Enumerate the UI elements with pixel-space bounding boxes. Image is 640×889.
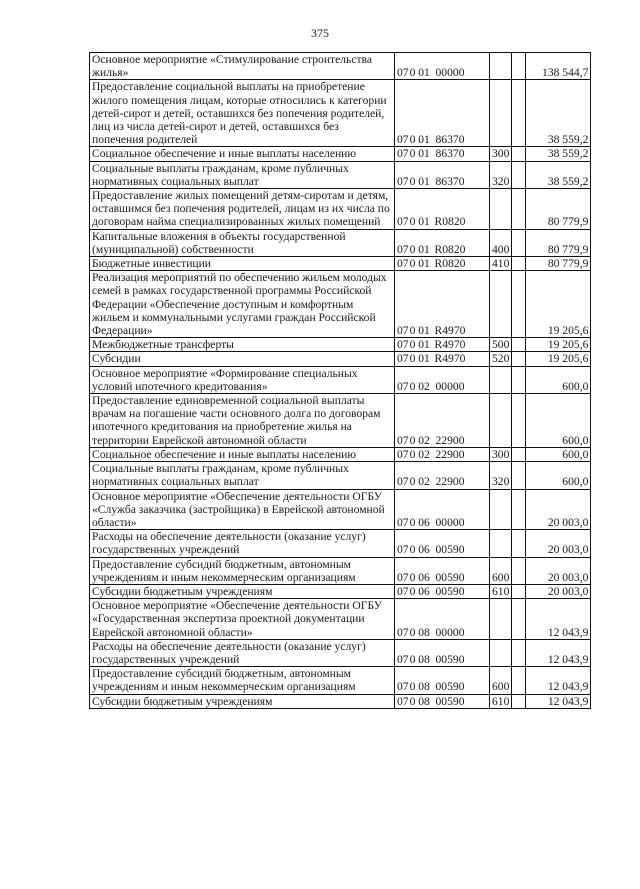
direction-code: R4970 — [434, 338, 466, 352]
program-code: 06 — [418, 570, 430, 584]
amount-cell: 80 779,9 — [526, 229, 591, 256]
expense-type-cell: 600 — [490, 557, 512, 584]
classification-code-cell — [395, 530, 490, 557]
table-row — [90, 366, 591, 393]
table-row — [90, 599, 591, 640]
page-number: 375 — [311, 26, 329, 40]
classification-code-cell — [395, 694, 490, 708]
program-code: 01 — [418, 147, 430, 161]
expense-name-cell: Предоставление единовременной социальной выплаты врачам на погашение части основного долга по договорам ипотечного кредитования на приобретение жилья на территории Еврейской автономной области — [90, 394, 395, 448]
table-row — [90, 530, 591, 557]
classification-code-cell — [395, 161, 490, 188]
table-row — [90, 694, 591, 708]
program-code: 06 — [418, 584, 430, 598]
table-row — [90, 557, 591, 584]
table-row — [90, 394, 591, 448]
expense-type-cell: 600 — [490, 667, 512, 694]
amount-cell: 19 205,6 — [526, 271, 591, 338]
classification-code-cell — [395, 557, 490, 584]
direction-code: 00590 — [435, 680, 465, 694]
expense-type-cell: 320 — [490, 462, 512, 489]
amount-cell: 19 205,6 — [526, 352, 591, 366]
expense-type-cell — [490, 189, 512, 230]
expense-type-cell: 520 — [490, 352, 512, 366]
amount-cell: 138 544,7 — [526, 53, 591, 80]
classification-code-cell — [395, 189, 490, 230]
table-row — [90, 639, 591, 666]
section-code: 07 — [397, 215, 409, 229]
direction-code: R0820 — [434, 257, 466, 271]
expense-type-cell: 410 — [490, 257, 512, 271]
subsection-code: 0 — [409, 174, 416, 188]
subsection-code: 0 — [409, 66, 416, 80]
direction-code: 00590 — [435, 543, 465, 557]
empty-cell — [512, 557, 526, 584]
section-code: 07 — [397, 66, 409, 80]
empty-cell — [512, 667, 526, 694]
empty-cell — [512, 462, 526, 489]
subsection-code: 0 — [409, 543, 416, 557]
subsection-code: 0 — [409, 324, 416, 338]
amount-cell: 20 003,0 — [526, 489, 591, 530]
program-code: 01 — [418, 133, 430, 147]
program-code: 01 — [418, 66, 430, 80]
direction-code: R0820 — [434, 242, 466, 256]
subsection-code: 0 — [409, 215, 416, 229]
direction-code: 00000 — [435, 625, 465, 639]
expense-name-cell: Предоставление субсидий бюджетным, автономным учреждениям и иным некоммерческим организациям — [90, 557, 395, 584]
classification-code-cell — [395, 489, 490, 530]
amount-cell: 600,0 — [526, 366, 591, 393]
expense-name-cell: Предоставление социальной выплаты на приобретение жилого помещения лицам, которые относились к категории детей-сирот и детей, оставшихся без попечения родителей, лиц из числа детей-сирот и детей, оставшихся без попечения родителей — [90, 80, 395, 147]
amount-cell: 12 043,9 — [526, 667, 591, 694]
table-row — [90, 229, 591, 256]
section-code: 07 — [397, 515, 409, 529]
expense-type-cell — [490, 599, 512, 640]
expense-name-cell: Социальные выплаты гражданам, кроме публичных нормативных социальных выплат — [90, 462, 395, 489]
empty-cell — [512, 338, 526, 352]
program-code: 01 — [418, 257, 430, 271]
subsection-code: 0 — [409, 433, 416, 447]
classification-code-cell — [395, 53, 490, 80]
subsection-code: 0 — [409, 242, 416, 256]
empty-cell — [512, 257, 526, 271]
expense-name-cell: Основное мероприятие «Обеспечение деятельности ОГБУ «Служба заказчика (застройщика) в Еврейской автономной области» — [90, 489, 395, 530]
program-code: 02 — [418, 447, 430, 461]
expense-name-cell: Субсидии бюджетным учреждениям — [90, 694, 395, 708]
section-code: 07 — [397, 242, 409, 256]
expense-name-cell: Субсидии бюджетным учреждениям — [90, 584, 395, 598]
direction-code: 22900 — [435, 447, 465, 461]
expense-type-cell — [490, 271, 512, 338]
section-code: 07 — [397, 543, 409, 557]
empty-cell — [512, 530, 526, 557]
classification-code-cell — [395, 257, 490, 271]
program-code: 08 — [418, 625, 430, 639]
section-code: 07 — [397, 447, 409, 461]
expense-type-cell: 400 — [490, 229, 512, 256]
subsection-code: 0 — [409, 447, 416, 461]
classification-code-cell — [395, 271, 490, 338]
empty-cell — [512, 147, 526, 161]
classification-code-cell — [395, 80, 490, 147]
program-code: 02 — [418, 379, 430, 393]
table-row — [90, 53, 591, 80]
expense-name-cell: Субсидии — [90, 352, 395, 366]
empty-cell — [512, 366, 526, 393]
amount-cell: 600,0 — [526, 394, 591, 448]
classification-code-cell — [395, 667, 490, 694]
direction-code: 00590 — [435, 570, 465, 584]
program-code: 02 — [418, 475, 430, 489]
amount-cell: 600,0 — [526, 447, 591, 461]
classification-code-cell — [395, 338, 490, 352]
classification-code-cell — [395, 394, 490, 448]
direction-code: 00000 — [435, 66, 465, 80]
section-code: 07 — [397, 475, 409, 489]
empty-cell — [512, 53, 526, 80]
amount-cell: 600,0 — [526, 462, 591, 489]
direction-code: 00590 — [435, 652, 465, 666]
expense-name-cell: Расходы на обеспечение деятельности (оказание услуг) государственных учреждений — [90, 530, 395, 557]
section-code: 07 — [397, 570, 409, 584]
section-code: 07 — [397, 433, 409, 447]
classification-code-cell — [395, 447, 490, 461]
section-code: 07 — [397, 652, 409, 666]
classification-code-cell — [395, 366, 490, 393]
classification-code-cell — [395, 639, 490, 666]
program-code: 08 — [418, 680, 430, 694]
section-code: 07 — [397, 584, 409, 598]
empty-cell — [512, 271, 526, 338]
empty-cell — [512, 694, 526, 708]
amount-cell: 19 205,6 — [526, 338, 591, 352]
expense-name-cell: Предоставление субсидий бюджетным, автономным учреждениям и иным некоммерческим организациям — [90, 667, 395, 694]
empty-cell — [512, 447, 526, 461]
expense-type-cell — [490, 639, 512, 666]
expense-name-cell: Основное мероприятие «Формирование специальных условий ипотечного кредитования» — [90, 366, 395, 393]
subsection-code: 0 — [409, 147, 416, 161]
section-code: 07 — [397, 379, 409, 393]
subsection-code: 0 — [409, 584, 416, 598]
program-code: 02 — [418, 433, 430, 447]
table-row — [90, 447, 591, 461]
subsection-code: 0 — [409, 694, 416, 708]
classification-code-cell — [395, 584, 490, 598]
subsection-code: 0 — [409, 133, 416, 147]
subsection-code: 0 — [409, 680, 416, 694]
amount-cell: 80 779,9 — [526, 189, 591, 230]
expense-type-cell: 320 — [490, 161, 512, 188]
expense-name-cell: Реализация мероприятий по обеспечению жильем молодых семей в рамках государственной программы Российской Федерации «Обеспечение доступным и комфортным жильем и коммунальными услугами граждан Российской Федерации» — [90, 271, 395, 338]
table-row — [90, 271, 591, 338]
amount-cell: 20 003,0 — [526, 530, 591, 557]
subsection-code: 0 — [409, 625, 416, 639]
subsection-code: 0 — [409, 515, 416, 529]
direction-code: 00590 — [435, 694, 465, 708]
expense-type-cell: 610 — [490, 694, 512, 708]
program-code: 01 — [418, 242, 430, 256]
table-row — [90, 338, 591, 352]
table-row — [90, 147, 591, 161]
classification-code-cell — [395, 229, 490, 256]
direction-code: 22900 — [435, 475, 465, 489]
amount-cell: 12 043,9 — [526, 599, 591, 640]
expense-name-cell: Капитальные вложения в объекты государственной (муниципальной) собственности — [90, 229, 395, 256]
amount-cell: 20 003,0 — [526, 557, 591, 584]
program-code: 01 — [418, 324, 430, 338]
table-row — [90, 489, 591, 530]
amount-cell: 80 779,9 — [526, 257, 591, 271]
direction-code: R4970 — [434, 324, 466, 338]
section-code: 07 — [397, 324, 409, 338]
table-row — [90, 257, 591, 271]
empty-cell — [512, 80, 526, 147]
subsection-code: 0 — [409, 379, 416, 393]
subsection-code: 0 — [409, 570, 416, 584]
empty-cell — [512, 394, 526, 448]
expense-type-cell — [490, 53, 512, 80]
program-code: 01 — [418, 352, 430, 366]
direction-code: 86370 — [435, 133, 465, 147]
section-code: 07 — [397, 352, 409, 366]
expense-name-cell: Основное мероприятие «Стимулирование строительства жилья» — [90, 53, 395, 80]
classification-code-cell — [395, 462, 490, 489]
direction-code: 86370 — [435, 147, 465, 161]
empty-cell — [512, 489, 526, 530]
empty-cell — [512, 639, 526, 666]
empty-cell — [512, 599, 526, 640]
classification-code-cell — [395, 352, 490, 366]
subsection-code: 0 — [409, 652, 416, 666]
budget-table-body — [90, 53, 591, 709]
expense-name-cell: Межбюджетные трансферты — [90, 338, 395, 352]
expense-type-cell — [490, 80, 512, 147]
expense-type-cell: 610 — [490, 584, 512, 598]
section-code: 07 — [397, 625, 409, 639]
table-row — [90, 189, 591, 230]
section-code: 07 — [397, 680, 409, 694]
subsection-code: 0 — [409, 352, 416, 366]
table-row — [90, 667, 591, 694]
empty-cell — [512, 161, 526, 188]
budget-table — [89, 52, 591, 709]
expense-name-cell: Социальные выплаты гражданам, кроме публичных нормативных социальных выплат — [90, 161, 395, 188]
amount-cell: 12 043,9 — [526, 639, 591, 666]
section-code: 07 — [397, 133, 409, 147]
table-row — [90, 80, 591, 147]
section-code: 07 — [397, 338, 409, 352]
subsection-code: 0 — [409, 338, 416, 352]
expense-type-cell — [490, 394, 512, 448]
table-row — [90, 584, 591, 598]
direction-code: R0820 — [434, 215, 466, 229]
expense-name-cell: Социальное обеспечение и иные выплаты населению — [90, 147, 395, 161]
table-row — [90, 352, 591, 366]
expense-name-cell: Расходы на обеспечение деятельности (оказание услуг) государственных учреждений — [90, 639, 395, 666]
expense-type-cell: 300 — [490, 147, 512, 161]
subsection-code: 0 — [409, 257, 416, 271]
direction-code: 86370 — [435, 174, 465, 188]
empty-cell — [512, 189, 526, 230]
expense-type-cell — [490, 530, 512, 557]
program-code: 01 — [418, 215, 430, 229]
direction-code: 00000 — [435, 379, 465, 393]
table-row — [90, 161, 591, 188]
direction-code: 00000 — [435, 515, 465, 529]
empty-cell — [512, 584, 526, 598]
section-code: 07 — [397, 257, 409, 271]
amount-cell: 38 559,2 — [526, 161, 591, 188]
expense-name-cell: Социальное обеспечение и иные выплаты населению — [90, 447, 395, 461]
program-code: 08 — [418, 694, 430, 708]
program-code: 08 — [418, 652, 430, 666]
expense-name-cell: Предоставление жилых помещений детям-сиротам и детям, оставшимся без попечения родителей, лицам из их числа по договорам найма специализированных жилых помещений — [90, 189, 395, 230]
expense-type-cell: 300 — [490, 447, 512, 461]
program-code: 01 — [418, 338, 430, 352]
program-code: 01 — [418, 174, 430, 188]
expense-name-cell: Основное мероприятие «Обеспечение деятельности ОГБУ «Государственная экспертиза проектной документации Еврейской автономной области» — [90, 599, 395, 640]
direction-code: R4970 — [434, 352, 466, 366]
subsection-code: 0 — [409, 475, 416, 489]
expense-type-cell: 500 — [490, 338, 512, 352]
amount-cell: 20 003,0 — [526, 584, 591, 598]
table-row — [90, 462, 591, 489]
amount-cell: 38 559,2 — [526, 80, 591, 147]
expense-type-cell — [490, 489, 512, 530]
direction-code: 00590 — [435, 584, 465, 598]
expense-name-cell: Бюджетные инвестиции — [90, 257, 395, 271]
empty-cell — [512, 352, 526, 366]
program-code: 06 — [418, 515, 430, 529]
expense-type-cell — [490, 366, 512, 393]
direction-code: 22900 — [435, 433, 465, 447]
classification-code-cell — [395, 599, 490, 640]
program-code: 06 — [418, 543, 430, 557]
empty-cell — [512, 229, 526, 256]
amount-cell: 38 559,2 — [526, 147, 591, 161]
amount-cell: 12 043,9 — [526, 694, 591, 708]
section-code: 07 — [397, 174, 409, 188]
classification-code-cell — [395, 147, 490, 161]
section-code: 07 — [397, 694, 409, 708]
section-code: 07 — [397, 147, 409, 161]
